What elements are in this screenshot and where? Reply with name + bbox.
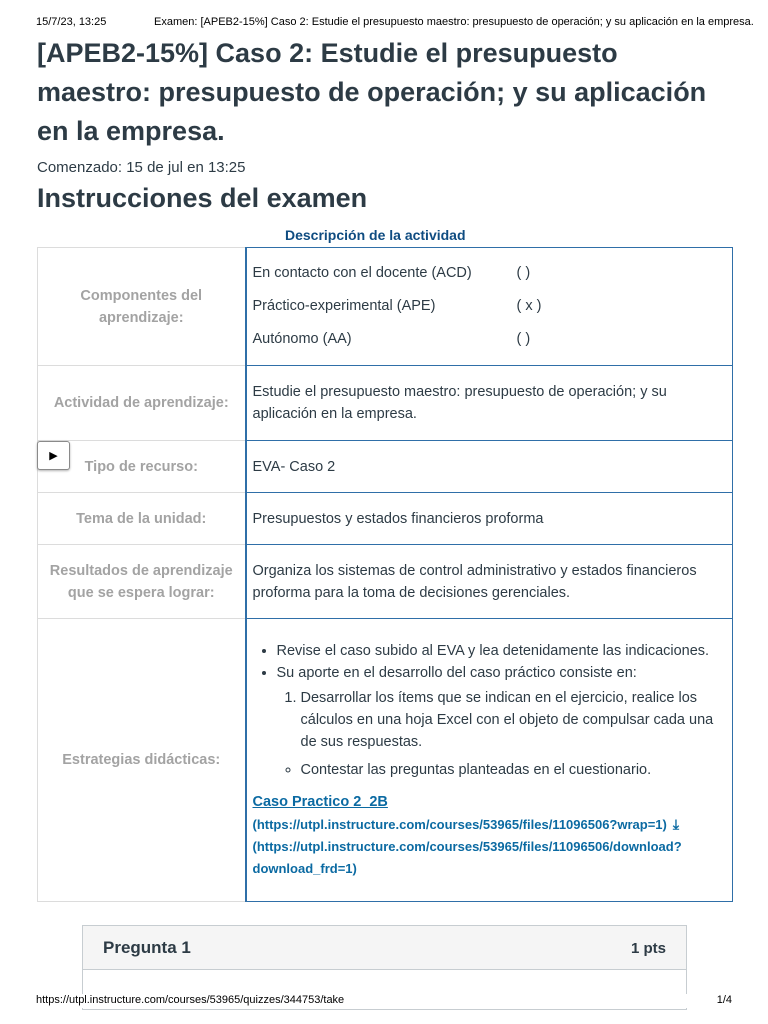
play-icon: ▶ <box>49 450 58 462</box>
question-header <box>83 926 686 970</box>
circle-list <box>301 759 727 781</box>
print-footer-url: https://utpl.instructure.com/courses/53965/quizzes/344753/take <box>36 994 345 1006</box>
component-item <box>253 323 727 356</box>
component-name: Práctico-experimental (APE) <box>252 298 436 314</box>
table-row-resource <box>38 441 733 493</box>
page-title: [APEB2-15%] Caso 2: Estudie el presupuesto maestro: presupuesto de operación; y su aplicación en la empresa. <box>37 38 707 146</box>
started-timestamp: Comenzado: 15 de jul en 13:25 <box>37 159 246 176</box>
component-item <box>253 290 727 323</box>
print-page-number: 1/4 <box>716 994 732 1006</box>
case-file-url <box>253 813 727 836</box>
table-row-unit-topic <box>38 493 733 545</box>
strategies-label: Estrategias didácticas: <box>38 619 246 902</box>
strategies-list <box>277 640 727 781</box>
activity-label: Actividad de aprendizaje: <box>38 366 246 441</box>
activity-value: Estudie el presupuesto maestro: presupuesto de operación; y su aplicación en la empresa. <box>246 366 733 441</box>
print-datetime: 15/7/23, 13:25 <box>36 16 107 28</box>
table-row-strategies <box>38 619 733 902</box>
strategies-value <box>246 619 733 902</box>
resource-value: EVA- Caso 2 <box>246 441 733 493</box>
results-value: Organiza los sistemas de control administrativo y estados financieros proforma para la toma de decisiones gerenciales. <box>246 545 733 619</box>
case-file-download-link[interactable]: (https://utpl.instructure.com/courses/53965/files/11096506/download?download_frd=1) <box>252 839 682 876</box>
question-name: Pregunta 1 <box>103 938 191 957</box>
activity-description-label: Descripción de la actividad <box>285 227 466 243</box>
unit-topic-value: Presupuestos y estados financieros proforma <box>246 493 733 545</box>
component-mark: ( ) <box>516 265 531 281</box>
print-page-title: Examen: [APEB2-15%] Caso 2: Estudie el presupuesto maestro: presupuesto de operación; y su aplicación en la empresa. <box>154 16 754 28</box>
results-label: Resultados de aprendizaje que se espera lograr: <box>38 545 246 619</box>
component-item <box>253 257 727 290</box>
list-item-text: Su aporte en el desarrollo del caso práctico consiste en: <box>276 665 637 681</box>
download-icon[interactable]: ⤓ <box>672 816 680 832</box>
list-item <box>277 662 727 781</box>
case-file-link[interactable]: Caso Practico 2_2B <box>252 794 388 810</box>
list-item: ◦ Contestar las preguntas planteadas en el cuestionario. <box>301 759 727 781</box>
list-item: 1. Desarrollar los ítems que se indican en el ejercicio, realice los cálculos en una hoja Excel con el objeto de compulsar cada una de sus respuestas. <box>301 687 727 753</box>
play-button[interactable] <box>37 441 70 470</box>
list-item: • Revise el caso subido al EVA y lea detenidamente las indicaciones. <box>277 640 727 662</box>
numbered-list <box>301 687 727 753</box>
print-header <box>36 16 754 30</box>
component-mark: ( ) <box>516 331 531 347</box>
component-mark: ( x ) <box>516 298 542 314</box>
question-points: 1 pts <box>630 940 666 957</box>
table-row-activity <box>38 366 733 441</box>
instructions-table <box>37 247 733 902</box>
table-row-components <box>38 248 733 366</box>
components-label: Componentes del aprendizaje: <box>38 248 246 366</box>
component-name: Autónomo (AA) <box>252 331 352 347</box>
print-footer <box>36 994 732 1008</box>
components-value <box>246 248 733 366</box>
unit-topic-label: Tema de la unidad: <box>38 493 246 545</box>
section-title: Instrucciones del examen <box>37 183 368 213</box>
component-name: En contacto con el docente (ACD) <box>252 265 472 281</box>
table-row-results <box>38 545 733 619</box>
case-file-wrap-link[interactable]: (https://utpl.instructure.com/courses/53965/files/11096506?wrap=1) <box>252 817 667 832</box>
resource-label: Tipo de recurso: <box>38 441 246 493</box>
